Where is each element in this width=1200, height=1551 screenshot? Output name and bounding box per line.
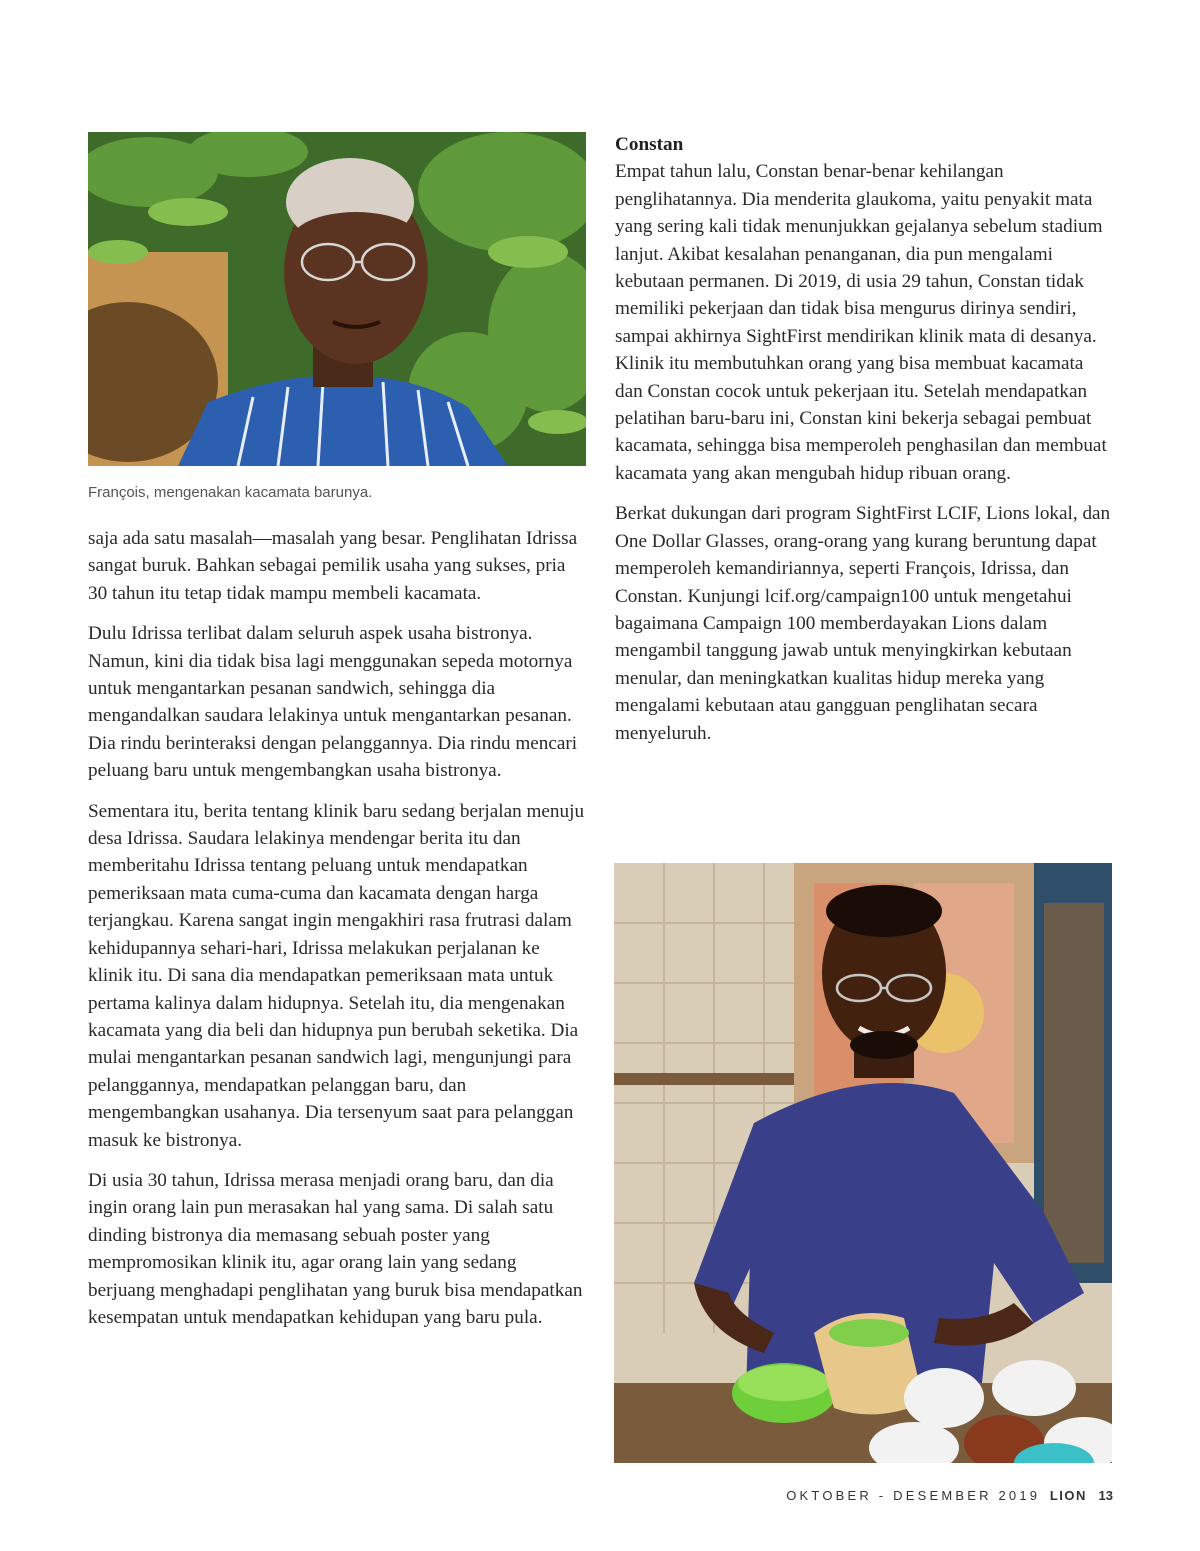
section-heading-constan: Constan bbox=[615, 134, 684, 155]
francois-photo bbox=[88, 132, 586, 466]
right-column bbox=[615, 131, 1115, 760]
left-column bbox=[88, 525, 588, 1344]
idrissa-photo-image bbox=[614, 863, 1112, 1463]
francois-photo-image bbox=[88, 132, 586, 466]
page-footer bbox=[786, 1488, 1113, 1503]
page-number: 13 bbox=[1098, 1488, 1113, 1503]
right-paragraph-1: Empat tahun lalu, Constan benar-benar kehilangan penglihatannya. Dia menderita glaukoma, yaitu penyakit mata yang sering kali tidak menunjukkan gejalanya sebelum stadium lanjut. Akibat kesalahan penanganan, dia pun mengalami kebutaan permanen. Di 2019, di usia 29 tahun, Constan tidak memiliki pekerjaan dan tidak bisa mengurus dirinya sendiri, sampai akhirnya SightFirst mendirikan klinik mata di desanya. Klinik itu membutuhkan orang yang bisa membuat kacamata dan Constan cocok untuk pekerjaan itu. Setelah mendapatkan pelatihan baru-baru ini, Constan kini bekerja sebagai pembuat kacamata, sehingga bisa memperoleh penghasilan dan membuat kacamata yang akan mengubah hidup ribuan orang. bbox=[615, 161, 1107, 484]
footer-brand: LION bbox=[1049, 1488, 1087, 1503]
left-paragraph-2: Dulu Idrissa terlibat dalam seluruh aspek usaha bistronya. Namun, kini dia tidak bisa lagi menggunakan sepeda motornya untuk mengantarkan pesanan sandwich, sehingga dia mengandalkan saudara lelakinya untuk mengantarkan pesanan. Dia rindu berinteraksi dengan pelanggannya. Dia rindu mencari peluang baru untuk mengembangkan usaha bistronya. bbox=[88, 623, 578, 782]
footer-issue: OKTOBER - DESEMBER 2019 bbox=[786, 1488, 1041, 1503]
photo-caption: François, mengenakan kacamata barunya. bbox=[88, 484, 373, 501]
left-paragraph-1: saja ada satu masalah—masalah yang besar. Penglihatan Idrissa sangat buruk. Bahkan sebagai pemilik usaha yang sukses, pria 30 tahun itu tetap tidak mampu membeli kacamata. bbox=[88, 528, 578, 604]
left-paragraph-4: Di usia 30 tahun, Idrissa merasa menjadi orang baru, dan dia ingin orang lain pun merasakan hal yang sama. Di salah satu dinding bistronya dia memasang sebuah poster yang mempromosikan klinik itu, agar orang lain yang sedang berjuang menghadapi penglihatan yang buruk bisa mendapatkan kesempatan untuk mendapatkan kehidupan yang baru pula. bbox=[88, 1169, 583, 1328]
left-paragraph-3: Sementara itu, berita tentang klinik baru sedang berjalan menuju desa Idrissa. Saudara lelakinya mendengar berita itu dan memberitahu Idrissa tentang peluang untuk mendapatkan pemeriksaan mata cuma-cuma dan kacamata dengan harga terjangkau. Karena sangat ingin mengakhiri rasa frutrasi dalam kehidupannya sehari-hari, Idrissa melakukan perjalanan ke klinik itu. Di sana dia mendapatkan pemeriksaan mata untuk pertama kalinya dalam hidupnya. Setelah itu, dia mengenakan kacamata yang dia beli dan hidupnya pun berubah seketika. Dia mulai mengantarkan pesanan sandwich lagi, mengunjungi para pelanggannya, mendapatkan pelanggan baru, dan mengembangkan usahanya. Dia tersenyum saat para pelanggan masuk ke bistronya. bbox=[88, 800, 585, 1151]
idrissa-photo bbox=[614, 863, 1112, 1463]
right-paragraph-2: Berkat dukungan dari program SightFirst LCIF, Lions lokal, dan One Dollar Glasses, orang-orang yang kurang beruntung dapat memperoleh kemandiriannya, seperti François, Idrissa, dan Constan. Kunjungi lcif.org/campaign100 untuk mengetahui bagaimana Campaign 100 memberdayakan Lions dalam mengambil tanggung jawab untuk menyingkirkan kebutaan menular, dan meningkatkan kualitas hidup mereka yang mengalami kebutaan atau gangguan penglihatan secara menyeluruh. bbox=[615, 503, 1111, 744]
